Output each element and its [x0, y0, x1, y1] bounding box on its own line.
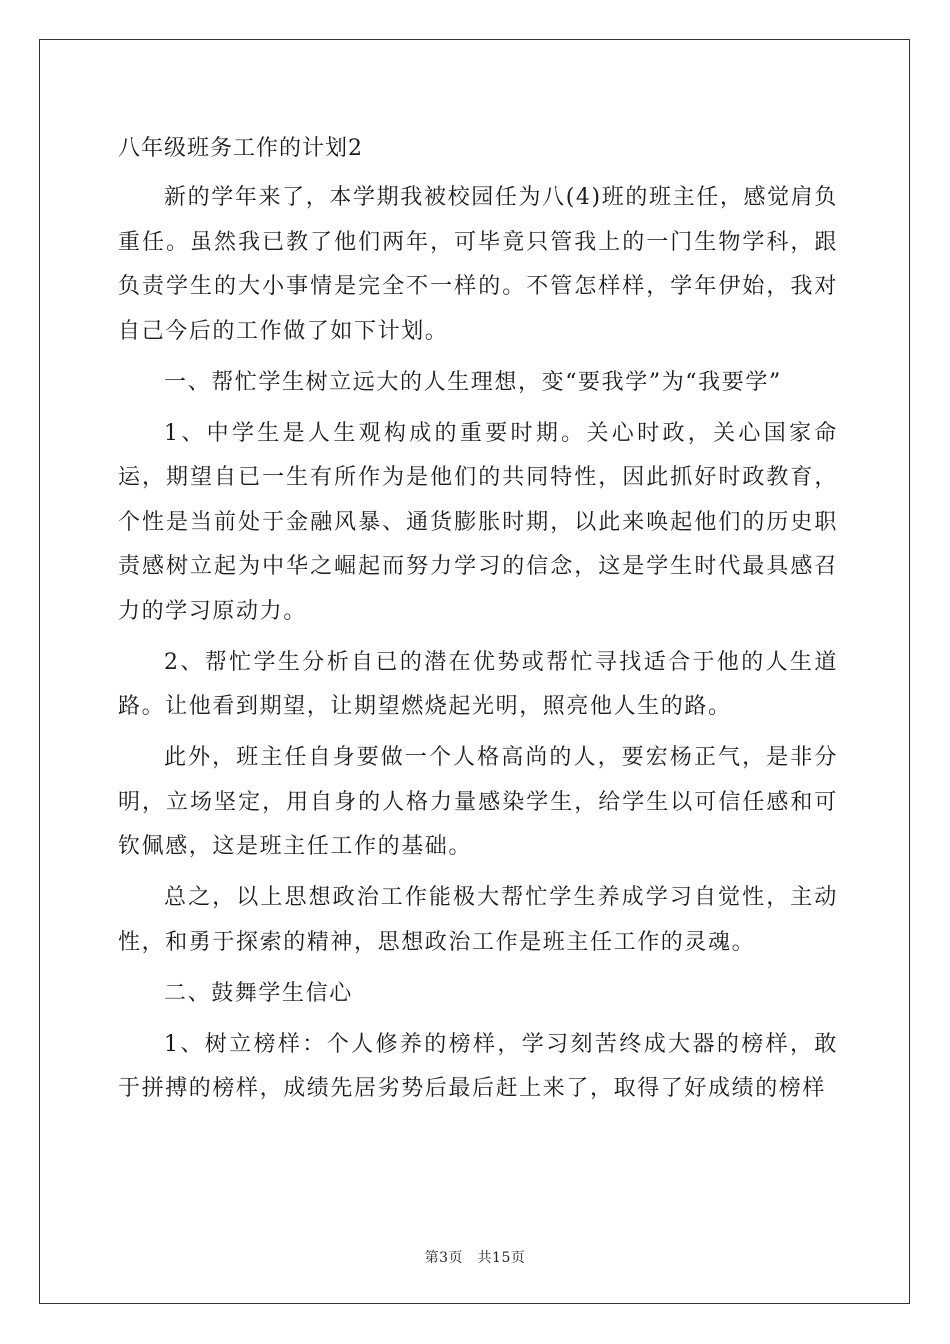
paragraph-intro: 新的学年来了，本学期我被校园任为八(4)班的班主任，感觉肩负重任。虽然我已教了他们两年，可毕竟只管我上的一门生物学科，跟负责学生的大小事情是完全不一样的。不管怎样样，学年伊始，我对自己今后的工作做了如下计划。 [118, 185, 838, 344]
paragraph-summary: 总之，以上思想政治工作能极大帮忙学生养成学习自觉性，主动性，和勇于探索的精神，思想政治工作是班主任工作的灵魂。 [118, 885, 838, 955]
paragraph-item-1: 1、中学生是人生观构成的重要时期。关心时政，关心国家命运，期望自已一生有所作为是他们的共同特性，因此抓好时政教育，个性是当前处于金融风暴、通货膨胀时期，以此来唤起他们的历史职责感树立起为中华之崛起而努力学习的信念，这是学生时代最具感召力的学习原动力。 [118, 420, 838, 624]
document-title: 八年级班务工作的计划2 [118, 136, 363, 161]
paragraph-item-2: 2、帮忙学生分析自已的潜在优势或帮忙寻找适合于他的人生道路。让他看到期望，让期望燃烧起光明，照亮他人生的路。 [118, 649, 838, 719]
paragraph-additionally: 此外，班主任自身要做一个人格高尚的人，要宏杨正气，是非分明，立场坚定，用自身的人格力量感染学生，给学生以可信任感和可钦佩感，这是班主任工作的基础。 [118, 745, 838, 859]
paragraph-role-models: 1、树立榜样：个人修养的榜样，学习刻苦终成大器的榜样，敢于拼搏的榜样，成绩先居劣势后最后赶上来了，取得了好成绩的榜样 [118, 1031, 838, 1101]
section-heading-2: 二、鼓舞学生信心 [164, 980, 353, 1006]
page-number: 第3页 共15页 [424, 1250, 526, 1266]
document-body [118, 131, 838, 1118]
section-heading-1: 一、帮忙学生树立远大的人生理想，变“要我学”为“我要学” [164, 369, 782, 395]
